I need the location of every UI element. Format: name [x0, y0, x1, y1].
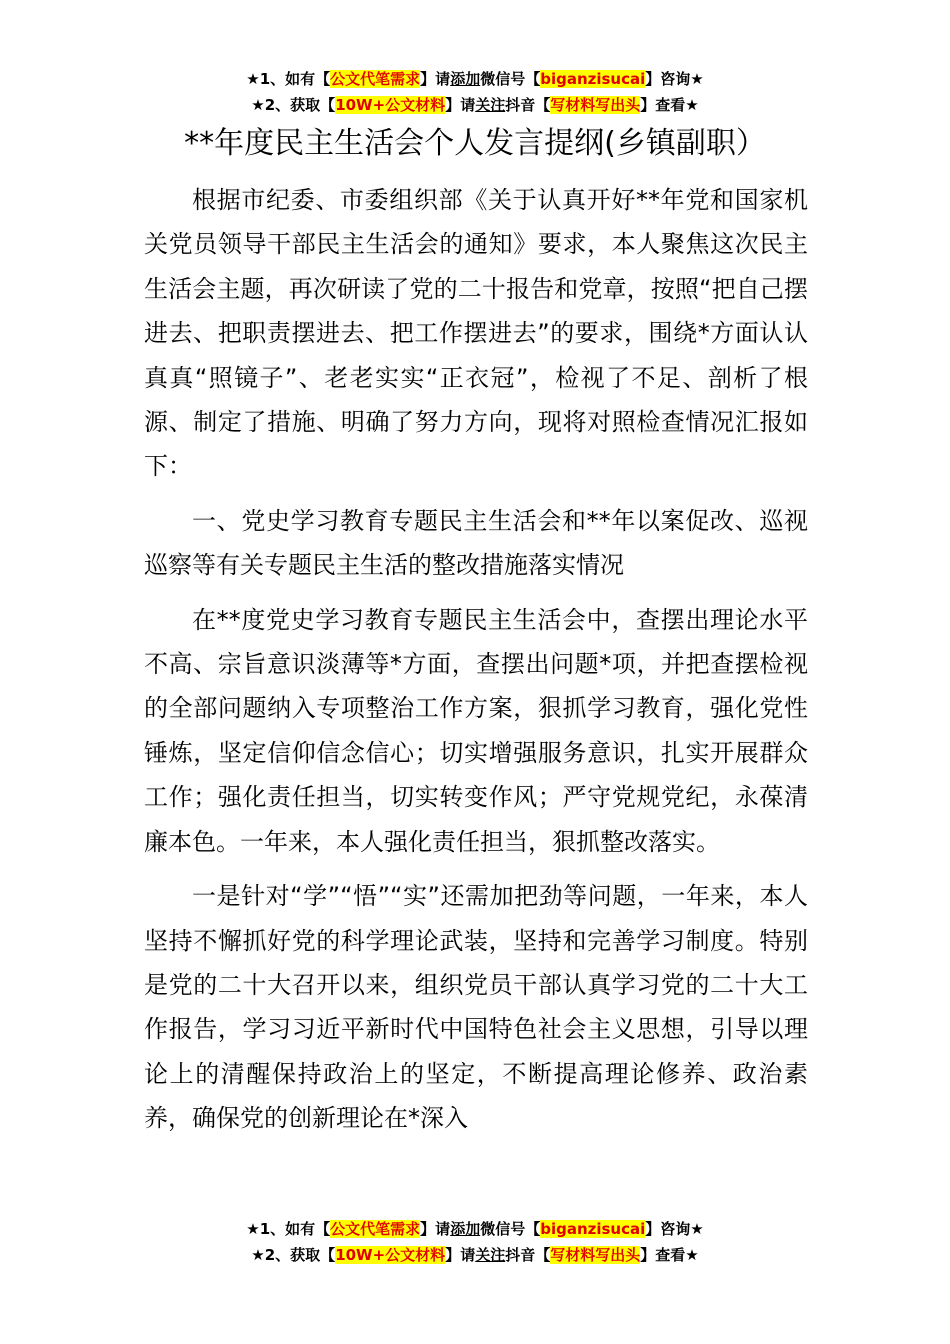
promo-text: 抖音【 [505, 96, 551, 114]
promo-text: 抖音【 [505, 1246, 551, 1264]
promo-line-1 [0, 1216, 950, 1242]
paragraph: 一是针对“学”“悟”“实”还需加把劲等问题，一年来，本人坚持不懈抓好党的科学理论武装，坚持和完善学习制度。特别是党的二十大召开以来，组织党员干部认真学习党的二十大工作报告，学习习近平新时代中国特色社会主义思想，引导以理论上的清醒保持政治上的坚定，不断提高理论修养、政治素养，确保党的创新理论在*深入 [144, 882, 808, 1133]
promo-highlight: 公文代笔需求 [330, 1220, 421, 1238]
promo-underlined-text: 关注 [475, 96, 506, 114]
promo-line-1 [0, 66, 950, 92]
promo-highlight: biganzisucai [540, 70, 646, 88]
document-title: **年度民主生活会个人发言提纲(乡镇副职） [184, 126, 766, 161]
promo-text: 】咨询★ [645, 1220, 704, 1238]
promo-underlined-text: 添加 [450, 70, 481, 88]
promo-text: ★1、如有【 [246, 70, 331, 88]
section-heading: 一、党史学习教育专题民主生活会和**年以案促改、巡视巡察等有关专题民主生活的整改措施落实情况 [144, 506, 808, 580]
promo-text: ★2、获取【 [251, 96, 336, 114]
promo-header [0, 66, 950, 118]
promo-highlight: 写材料写出头 [550, 96, 641, 114]
promo-text: 】请 [420, 70, 451, 88]
promo-text: ★2、获取【 [251, 1246, 336, 1264]
promo-text: 】请 [445, 1246, 476, 1264]
promo-underlined-text: 关注 [475, 1246, 506, 1264]
promo-highlight: 10W+公文材料 [335, 1246, 446, 1264]
promo-text: 】请 [420, 1220, 451, 1238]
promo-line-2 [0, 1242, 950, 1268]
promo-text: 微信号【 [480, 1220, 541, 1238]
promo-underlined-text: 添加 [450, 1220, 481, 1238]
promo-highlight: biganzisucai [540, 1220, 646, 1238]
promo-text: 】请 [445, 96, 476, 114]
promo-line-2 [0, 92, 950, 118]
promo-highlight: 公文代笔需求 [330, 70, 421, 88]
paragraph: 在**度党史学习教育专题民主生活会中，查摆出理论水平不高、宗旨意识淡薄等*方面，查摆出问题*项，并把查摆检视的全部问题纳入专项整治工作方案，狠抓学习教育，强化党性锤炼，坚定信仰信念信心；切实增强服务意识，扎实开展群众工作；强化责任担当，切实转变作风；严守党规党纪，永葆清廉本色。一年来，本人强化责任担当，狠抓整改落实。 [144, 605, 808, 856]
promo-text: 微信号【 [480, 70, 541, 88]
promo-highlight: 写材料写出头 [550, 1246, 641, 1264]
promo-text: 】咨询★ [645, 70, 704, 88]
paragraph: 根据市纪委、市委组织部《关于认真开好**年党和国家机关党员领导干部民主生活会的通知》要求，本人聚焦这次民主生活会主题，再次研读了党的二十报告和党章，按照“把自己摆进去、把职责摆进去、把工作摆进去”的要求，围绕*方面认认真真“照镜子”、老老实实“正衣冠”，检视了不足、剖析了根源、制定了措施、明确了努力方向，现将对照检查情况汇报如下： [144, 186, 808, 481]
promo-text: 】查看★ [640, 1246, 699, 1264]
promo-highlight: 10W+公文材料 [335, 96, 446, 114]
promo-footer [0, 1216, 950, 1268]
promo-text: 】查看★ [640, 96, 699, 114]
promo-text: ★1、如有【 [246, 1220, 331, 1238]
document-body [144, 178, 808, 1151]
